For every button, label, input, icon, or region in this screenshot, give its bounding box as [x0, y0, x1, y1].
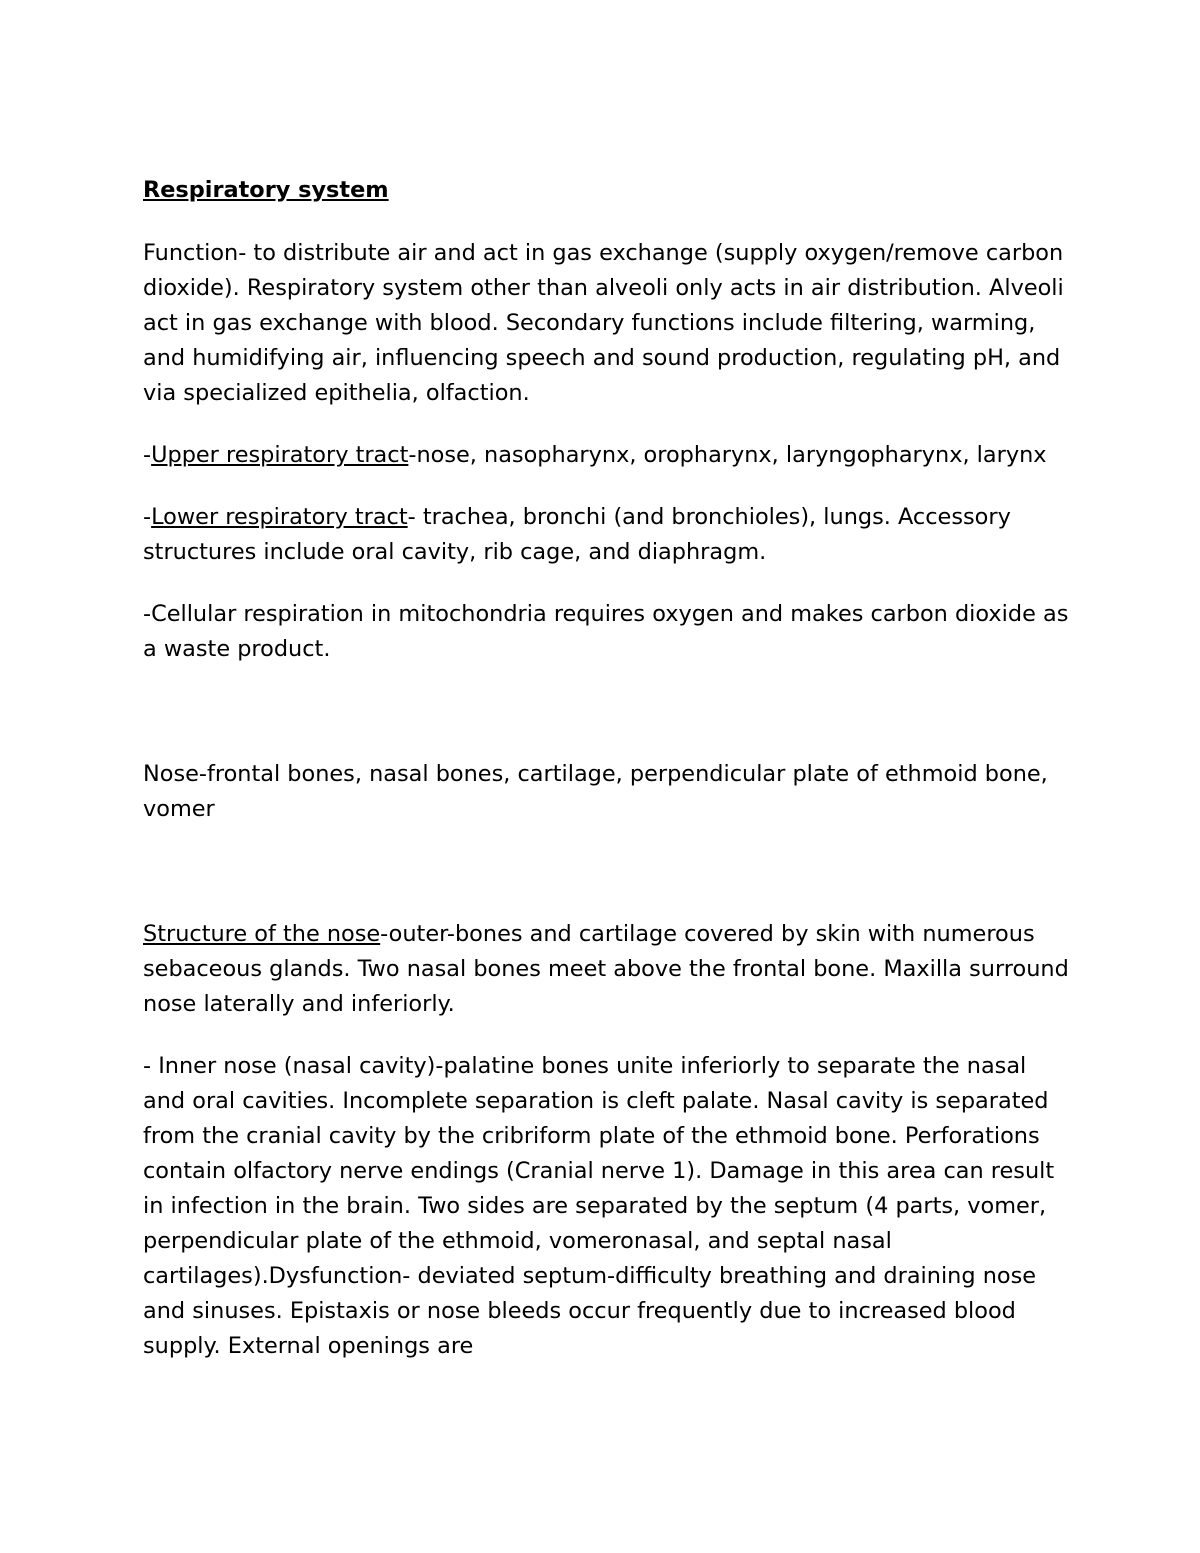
nose-structure-term: Structure of the nose — [143, 921, 381, 947]
cellular-respiration-paragraph: -Cellular respiration in mitochondria requires oxygen and makes carbon dioxide as a waste product. — [143, 601, 1069, 662]
function-paragraph: Function- to distribute air and act in gas exchange (supply oxygen/remove carbon dioxide). Respiratory system other than alveoli only acts in air distribution. Alveoli act in gas exchange with blood. Secondary functions include filtering, warming, and humidifying air, influencing speech and sound production, regulating pH, and via specialized epithelia, olfaction. — [143, 240, 1064, 406]
inner-nose-paragraph: - Inner nose (nasal cavity)-palatine bones unite inferiorly to separate the nasal and oral cavities. Incomplete separation is cleft palate. Nasal cavity is separated from the cranial cavity by the cribriform plate of the ethmoid bone. Perforations contain olfactory nerve endings (Cranial nerve 1). Damage in this area can result in infection in the brain. Two sides are separated by the septum (4 parts, vomer, perpendicular plate of the ethmoid, vomeronasal, and septal nasal cartilages).Dysfunction- deviated septum-difficulty breathing and draining nose and sinuses. Epistaxis or nose bleeds occur frequently due to increased blood supply. External openings are — [143, 1053, 1055, 1359]
blank-space — [143, 694, 1073, 757]
nose-structure-paragraph — [143, 917, 1073, 1022]
lower-tract-text: - trachea, bronchi (and bronchioles), lungs. Accessory structures include oral cavity, rib cage, and diaphragm. — [143, 504, 1011, 565]
lower-tract-paragraph — [143, 500, 1073, 570]
blank-space — [143, 854, 1073, 917]
nose-structure-text: -outer-bones and cartilage covered by skin with numerous sebaceous glands. Two nasal bones meet above the frontal bone. Maxilla surround nose laterally and inferiorly. — [143, 921, 1069, 1017]
nose-bones-paragraph: Nose-frontal bones, nasal bones, cartilage, perpendicular plate of ethmoid bone, vomer — [143, 761, 1048, 822]
lower-tract-term: Lower respiratory tract — [151, 504, 408, 530]
document-title: Respiratory system — [143, 177, 389, 203]
upper-tract-paragraph — [143, 438, 1073, 473]
upper-tract-term: Upper respiratory tract — [151, 442, 409, 468]
upper-tract-prefix: - — [143, 442, 152, 468]
document-body — [143, 173, 1073, 1391]
lower-tract-prefix: - — [143, 504, 152, 530]
upper-tract-text: -nose, nasopharynx, oropharynx, laryngopharynx, larynx — [408, 442, 1047, 468]
